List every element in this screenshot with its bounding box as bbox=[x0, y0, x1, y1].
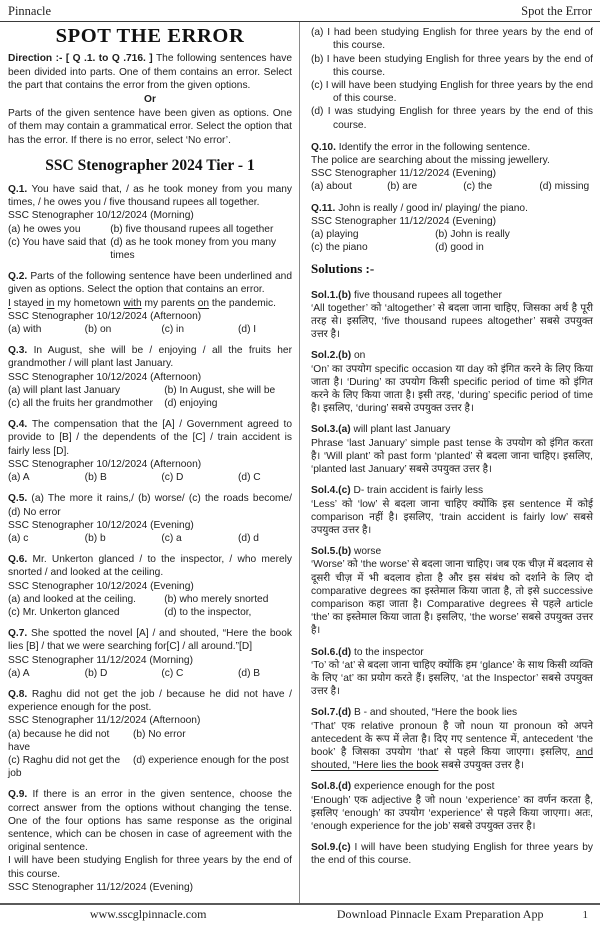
option-a: (a) he owes you bbox=[8, 223, 81, 235]
solution-head: Sol.9.(c) I will have been studying English for three years by the end of this course. bbox=[311, 842, 593, 867]
option-b: (b) In August, she will be bbox=[164, 384, 276, 396]
solution-block bbox=[311, 780, 593, 833]
question-block bbox=[8, 183, 292, 262]
solution-block bbox=[311, 841, 593, 867]
question-text: Q.10. Identify the error in the following sentence. bbox=[311, 141, 531, 153]
footer-website-link[interactable]: www.sscglpinnacle.com bbox=[89, 906, 207, 921]
page-header bbox=[0, 0, 600, 22]
option-d: (d) experience enough for the post bbox=[132, 754, 289, 766]
bold-text: Sol.1.(b) bbox=[311, 289, 352, 301]
options-row bbox=[8, 667, 292, 680]
solution-explanation: ‘All together’ को ‘altogether’ से बदला जाना चाहिए, जिसका अर्थ है पूरी तरह से। इसलिए, ‘five thousand rupees altogether’ सबसे उपयुक्त उत्तर है। bbox=[311, 302, 593, 341]
bold-text: Sol.7.(d) bbox=[311, 707, 352, 719]
option-c: (c) C bbox=[161, 667, 184, 679]
exam-tag: SSC Stenographer 10/12/2024 (Afternoon) bbox=[8, 310, 202, 322]
option-d: (d) C bbox=[238, 472, 261, 484]
question-block bbox=[8, 344, 292, 410]
question-number: Q.7. bbox=[8, 628, 32, 640]
option-d: (d) B bbox=[238, 667, 261, 679]
question-block bbox=[8, 418, 292, 484]
option-c: (c) Raghu did not get the job bbox=[8, 754, 121, 780]
option-c: (c) in bbox=[161, 324, 184, 336]
option-b: (b) D bbox=[84, 667, 108, 679]
solution-explanation: ‘Worse’ को ‘the worse’ से बदला जाना चाहिए। जब एक चीज़ में बदलाव से दूसरी चीज़ में भी बदलाव होता है और इस संबंध को दर्शाने के लिए दो comparative degrees का इस्तेमाल किया जाता है, तो इसे successive comparison कहा जाता है। Comparative degrees से पहले article ‘the’ का इस्तेमाल किया जाता है। इसलिए, ‘the worse’ सबसे उपयुक्त उत्तर है। bbox=[311, 559, 593, 637]
question-block bbox=[8, 492, 292, 545]
underlined-text: in bbox=[46, 297, 55, 309]
solution-explanation: ‘That’ एक relative pronoun है जो noun या pronoun को अपने antecedent के रूप में लेता है। दिए गए sentence में, antecedent ‘the book’ है जिसका उपयोग ‘that’ से पहले किया जाएगा। इसलिए, and shouted, “Here lies the book सबसे उपयुक्त उत्तर है। bbox=[311, 720, 593, 772]
left-column bbox=[0, 22, 300, 903]
q9-option-c: (c) I will have been studying English for three years by the end of this course. bbox=[311, 80, 593, 105]
option-b: (b) five thousand rupees all together bbox=[110, 223, 274, 235]
question-text: I stayed in my hometown with my parents on the pandemic. bbox=[8, 297, 276, 309]
option-a: (a) because he did not have bbox=[8, 728, 110, 753]
bold-text: Sol.4.(c) bbox=[311, 485, 351, 497]
option-b: (b) who merely snorted bbox=[164, 593, 269, 605]
content-area bbox=[0, 22, 600, 903]
option-c: (c) You have said that bbox=[8, 236, 106, 248]
question-text: Q.4. The compensation that the [A] / Government agreed to provide to [B] / the dependents of the [C] / train accident is fairly less [D]. bbox=[8, 419, 292, 457]
option-a: (a) about bbox=[311, 181, 352, 193]
solution-block bbox=[311, 706, 593, 772]
page-footer bbox=[0, 903, 600, 925]
solution-explanation: ‘On’ का उपयोग specific occasion या day को इंगित करने के लिए किया जाता है। ‘During’ का उपयोग किसी specific period of time को इंगित करने के लिए किया जाता है। इसी तरह, ‘during’ specific period of time है। इसलिए, ‘during’ सबसे उपयुक्त उत्तर है। bbox=[311, 363, 593, 415]
solutions-list bbox=[311, 289, 593, 868]
solution-explanation: ‘Less’ को ‘low’ से बदला जाना चाहिए क्योंकि इस sentence में कोई comparison नहीं है। इसलिए, ‘train accident is fairly low’ सबसे उपयुक्त उत्तर है। bbox=[311, 498, 593, 536]
option-c: (c) the piano bbox=[311, 242, 368, 254]
question-block bbox=[8, 688, 292, 780]
option-c: (c) D bbox=[161, 472, 184, 484]
underlined-text: on bbox=[197, 297, 210, 309]
options-row bbox=[8, 728, 292, 781]
question-block bbox=[311, 141, 593, 194]
solution-head: Sol.2.(b) on bbox=[311, 350, 366, 362]
option-d: (d) I bbox=[238, 324, 257, 336]
bold-text: Sol.2.(b) bbox=[311, 350, 352, 362]
solution-head: Sol.4.(c) D- train accident is fairly less bbox=[311, 485, 484, 497]
option-c: (c) Mr. Unkerton glanced bbox=[8, 606, 120, 618]
question-block bbox=[8, 627, 292, 680]
solution-block bbox=[311, 484, 593, 537]
exam-tag: SSC Stenographer 10/12/2024 (Evening) bbox=[8, 580, 194, 592]
option-c: (c) the bbox=[463, 181, 493, 193]
option-a: (a) with bbox=[8, 324, 42, 336]
q9-option-b: (b) I have been studying English for three years by the end of this course. bbox=[311, 53, 593, 78]
options-row bbox=[311, 180, 593, 193]
option-d: (d) to the inspector, bbox=[164, 606, 252, 618]
solution-explanation: ‘To’ को ‘at’ से बदला जाना चाहिए क्योंकि हम ‘glance’ के साथ किसी व्यक्ति के लिए ‘at’ का प्रयोग करते हैं। इसलिए, ‘at the Inspector’ सबसे उपयुक्त उत्तर है। bbox=[311, 659, 593, 698]
options-row bbox=[8, 323, 292, 336]
solution-head: Sol.5.(b) worse bbox=[311, 546, 382, 558]
question-number: Q.9. bbox=[8, 789, 33, 801]
exam-tag: SSC Stenographer 10/12/2024 (Morning) bbox=[8, 210, 194, 222]
question-number: Q.6. bbox=[8, 554, 33, 566]
exam-tag: SSC Stenographer 10/12/2024 (Afternoon) bbox=[8, 371, 202, 383]
solution-head: Sol.8.(d) experience enough for the post bbox=[311, 781, 495, 793]
solution-block bbox=[311, 545, 593, 637]
solution-block bbox=[311, 289, 593, 342]
option-d: (d) as he took money from you many times bbox=[110, 236, 277, 262]
underlined-text: I bbox=[8, 297, 11, 309]
solutions-heading: Solutions :- bbox=[311, 261, 375, 277]
option-b: (b) b bbox=[84, 532, 106, 544]
exam-tag: SSC Stenographer 11/12/2024 (Evening) bbox=[311, 168, 497, 180]
header-brand: Pinnacle bbox=[8, 4, 52, 18]
option-c: (c) all the fruits her grandmother bbox=[8, 398, 153, 410]
option-b: (b) John is really bbox=[435, 229, 510, 241]
q9-option-a: (a) I had been studying English for three years by the end of this course. bbox=[311, 27, 593, 52]
questions-right bbox=[311, 141, 593, 255]
question-text: The police are searching about the missing jewellery. bbox=[311, 155, 550, 167]
solution-head: Sol.3.(a) will plant last January bbox=[311, 424, 451, 436]
option-d: (d) enjoying bbox=[164, 398, 218, 410]
question-number: Q.1. bbox=[8, 184, 32, 196]
question-block bbox=[8, 788, 292, 894]
question-text: Q.7. She spotted the novel [A] / and shouted, “Here the book lies [B] / that we were searching for[C] / all around.”[D] bbox=[8, 628, 292, 653]
exam-tag: SSC Stenographer 10/12/2024 (Evening) bbox=[8, 519, 194, 531]
bold-text: Sol.5.(b) bbox=[311, 546, 352, 558]
question-number: Q.4. bbox=[8, 419, 32, 431]
question-text: Q.8. Raghu did not get the job / because he did not have / experience enough for the post. bbox=[8, 688, 292, 714]
question-number: Q.11. bbox=[311, 202, 339, 214]
header-chapter: Spot the Error bbox=[521, 4, 592, 18]
options-row bbox=[8, 471, 292, 484]
option-d: (d) missing bbox=[539, 181, 590, 193]
options-row bbox=[8, 223, 292, 263]
solution-block bbox=[311, 349, 593, 415]
bold-text: Sol.6.(d) bbox=[311, 646, 352, 658]
option-a: (a) and looked at the ceiling. bbox=[8, 593, 136, 605]
option-a: (a) A bbox=[8, 667, 30, 679]
option-b: (b) on bbox=[84, 324, 112, 336]
question-block bbox=[8, 270, 292, 336]
exam-tag: SSC Stenographer 11/12/2024 (Evening) bbox=[311, 215, 497, 227]
question-text: Q.2. Parts of the following sentence have been underlined and given as options. Select the option that contains an error. bbox=[8, 271, 292, 296]
exam-tag: SSC Stenographer 11/12/2024 (Morning) bbox=[8, 654, 193, 666]
solution-head: Sol.1.(b) five thousand rupees all together bbox=[311, 289, 502, 301]
direction-alt-text: Parts of the given sentence have been given as options. One of them may contain a grammatical error. Select the option that has the error. If there is no error, select ‘No error’. bbox=[8, 108, 292, 146]
options-row bbox=[311, 228, 593, 254]
option-b: (b) No error bbox=[132, 728, 186, 740]
option-a: (a) playing bbox=[311, 229, 359, 241]
option-a: (a) c bbox=[8, 532, 29, 544]
question-number: Q.8. bbox=[8, 688, 32, 700]
question-text: Q.1. You have said that, / as he took money from you many times, / he owes you / five thousand rupees all together. bbox=[8, 184, 292, 209]
options-row bbox=[8, 593, 292, 619]
questions-left bbox=[8, 183, 292, 894]
option-a: (a) will plant last January bbox=[8, 384, 121, 396]
footer-app-link[interactable]: Download Pinnacle Exam Preparation App bbox=[336, 906, 544, 921]
question-number: Q.3. bbox=[8, 345, 34, 357]
question-text: Q.11. John is really / good in/ playing/ the piano. bbox=[311, 202, 528, 214]
option-c: (c) a bbox=[161, 532, 182, 544]
option-a: (a) A bbox=[8, 472, 30, 484]
option-b: (b) B bbox=[84, 472, 107, 484]
solution-head: Sol.6.(d) to the inspector bbox=[311, 646, 424, 658]
option-b: (b) are bbox=[387, 181, 418, 193]
question-number: Q.5. bbox=[8, 493, 32, 505]
underlined-text: and shouted, “Here lies the book bbox=[311, 746, 593, 772]
bold-text: Sol.9.(c) bbox=[311, 842, 351, 854]
exam-tag: SSC Stenographer 11/12/2024 (Evening) bbox=[8, 881, 194, 893]
q9-option-d: (d) I was studying English for three years by the end of this course. bbox=[311, 106, 593, 131]
option-d: (d) d bbox=[238, 532, 259, 544]
solution-explanation: ‘Enough’ एक adjective है जो noun ‘experience’ का वर्णन करता है, इसलिए ‘enough’ का उपयोग ‘experience’ से पहले किया जाएगा। अतः, ‘enough experience for the job’ सबसे उपयुक्त उत्तर है। bbox=[311, 794, 593, 832]
page-number: 1 bbox=[582, 908, 588, 921]
exam-tag: SSC Stenographer 10/12/2024 (Afternoon) bbox=[8, 458, 202, 470]
direction-or: Or bbox=[144, 94, 156, 106]
option-d: (d) good in bbox=[435, 242, 484, 254]
solution-explanation: Phrase ‘last January’ simple past tense के उपयोग को इंगित करता है। ‘Will plant’ को past form ‘planted’ से बदला जाना चाहिए। इसलिए, ‘planted last January’ सबसे उपयुक्त उत्तर है। bbox=[311, 437, 593, 476]
solution-head: Sol.7.(d) B - and shouted, “Here the book lies bbox=[311, 707, 518, 719]
options-row bbox=[8, 384, 292, 410]
q9-options-list bbox=[311, 26, 593, 132]
question-text: Q.9. If there is an error in the given sentence, choose the correct answer from the options without changing the tense. One of the four options has same response as the original sentence, which can be chosen in case of agreement with the original sentence. bbox=[8, 789, 292, 854]
right-column bbox=[300, 22, 600, 903]
question-number: Q.10. bbox=[311, 141, 339, 153]
underlined-text: with bbox=[123, 297, 142, 309]
bold-text: Direction :- [ Q .1. to Q .716. ] bbox=[8, 53, 153, 65]
question-text: Q.6. Mr. Unkerton glanced / to the inspector, / who merely snorted / and looked at the ceiling. bbox=[8, 554, 292, 579]
bold-text: Sol.8.(d) bbox=[311, 781, 352, 793]
direction-text: Direction :- [ Q .1. to Q .716. ] The following sentences have been divided into parts. One of them contains an error. Select the part that contains the error from the given options. bbox=[8, 53, 292, 91]
question-block bbox=[8, 553, 292, 619]
bold-text: Sol.3.(a) bbox=[311, 424, 351, 436]
solution-block bbox=[311, 646, 593, 699]
options-row bbox=[8, 532, 292, 545]
exam-tag: SSC Stenographer 11/12/2024 (Afternoon) bbox=[8, 715, 201, 727]
question-number: Q.2. bbox=[8, 271, 31, 283]
question-text: Q.5. (a) The more it rains,/ (b) worse/ (c) the roads become/ (d) No error bbox=[8, 493, 292, 518]
question-text: Q.3. In August, she will be / enjoying / all the fruits her grandmother / will plant last January. bbox=[8, 345, 292, 370]
question-text: I will have been studying English for three years by the end of this course. bbox=[8, 855, 292, 880]
page-title: SPOT THE ERROR bbox=[55, 25, 245, 48]
solution-block bbox=[311, 423, 593, 476]
section-heading: SSC Stenographer 2024 Tier - 1 bbox=[45, 156, 255, 174]
question-block bbox=[311, 202, 593, 255]
